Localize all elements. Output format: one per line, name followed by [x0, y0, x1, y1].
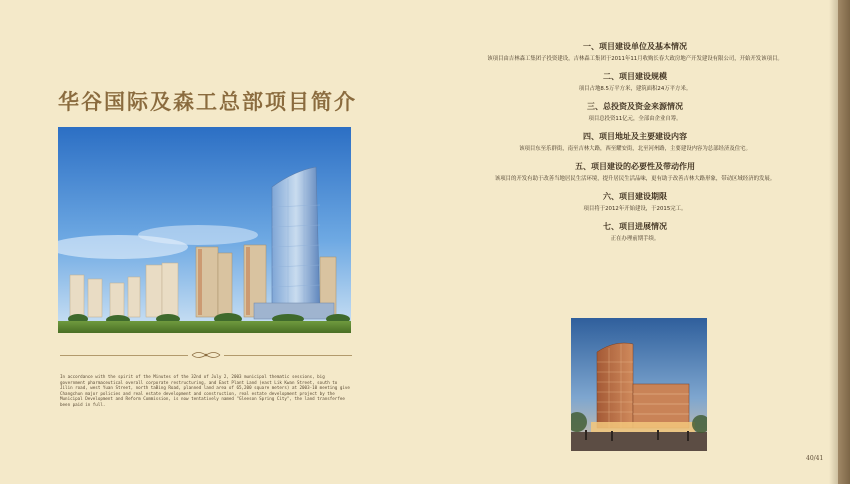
page-number: 40/41 — [806, 455, 824, 462]
section-heading: 三、总投资及资金来源情况 — [587, 102, 683, 111]
section-body: 该项目东至乐群街，南至吉林大路，西至耀安街，北至河州路，主要建设内容为总部经济及住宅。 — [519, 146, 751, 152]
section-heading: 四、项目地址及主要建设内容 — [583, 132, 687, 141]
section-body: 正在办理前期手续。 — [610, 236, 660, 242]
english-summary-text: In accordance with the spirit of the Minutes of the 32nd of July 2, 2003 municipal thematic sessions, big government pharmaceutical overall corporate restructuring, and East Plant Land (east Lik Kwan Street, south to Jilin road, west Yuan Street, north taBing Road, planned land area of 65,200 square meters) at 2003-10 meeting give Changchun major policies and real estate development and construction, real estate development project by the Municipal Development and Reform Commission, is now tentatively named "Gleeson Spring City", the land transferfee been paid in full. — [60, 374, 350, 407]
flourish-icon — [190, 350, 222, 360]
section-body: 项目占地8.5万平方米，建筑面积24万平方米。 — [578, 86, 692, 92]
ornamental-divider — [60, 350, 352, 360]
section-heading: 二、项目建设规模 — [603, 72, 667, 81]
section-heading: 一、项目建设单位及基本情况 — [583, 42, 687, 51]
section-body: 该项目的开发有助于改善当地居民生活环境，提升居民生活品味，更有助于改善吉林大路形象，带动区域经济的发展。 — [494, 176, 776, 182]
section-heading: 六、项目建设期限 — [603, 192, 667, 201]
section-heading: 五、项目建设的必要性及带动作用 — [575, 162, 695, 171]
project-info-sections — [470, 40, 800, 245]
headquarters-rendering-image — [571, 318, 707, 451]
section-body: 项目将于2012年开始建设，于2015完工。 — [583, 206, 687, 212]
book-spine — [838, 0, 850, 484]
book-spine-shadow — [829, 0, 838, 484]
section-heading: 七、项目进展情况 — [603, 222, 667, 231]
page-title: 华谷国际及森工总部项目简介 — [58, 89, 357, 114]
section-body: 项目总投资11亿元，全部由企业自筹。 — [588, 116, 682, 122]
section-body: 该项目由吉林森工集团子投资建设，吉林森工集团于2011年11月收购长春大政房地产开发建设有限公司，开始开发该项目。 — [487, 56, 783, 62]
skyline-rendering-image — [58, 127, 351, 333]
